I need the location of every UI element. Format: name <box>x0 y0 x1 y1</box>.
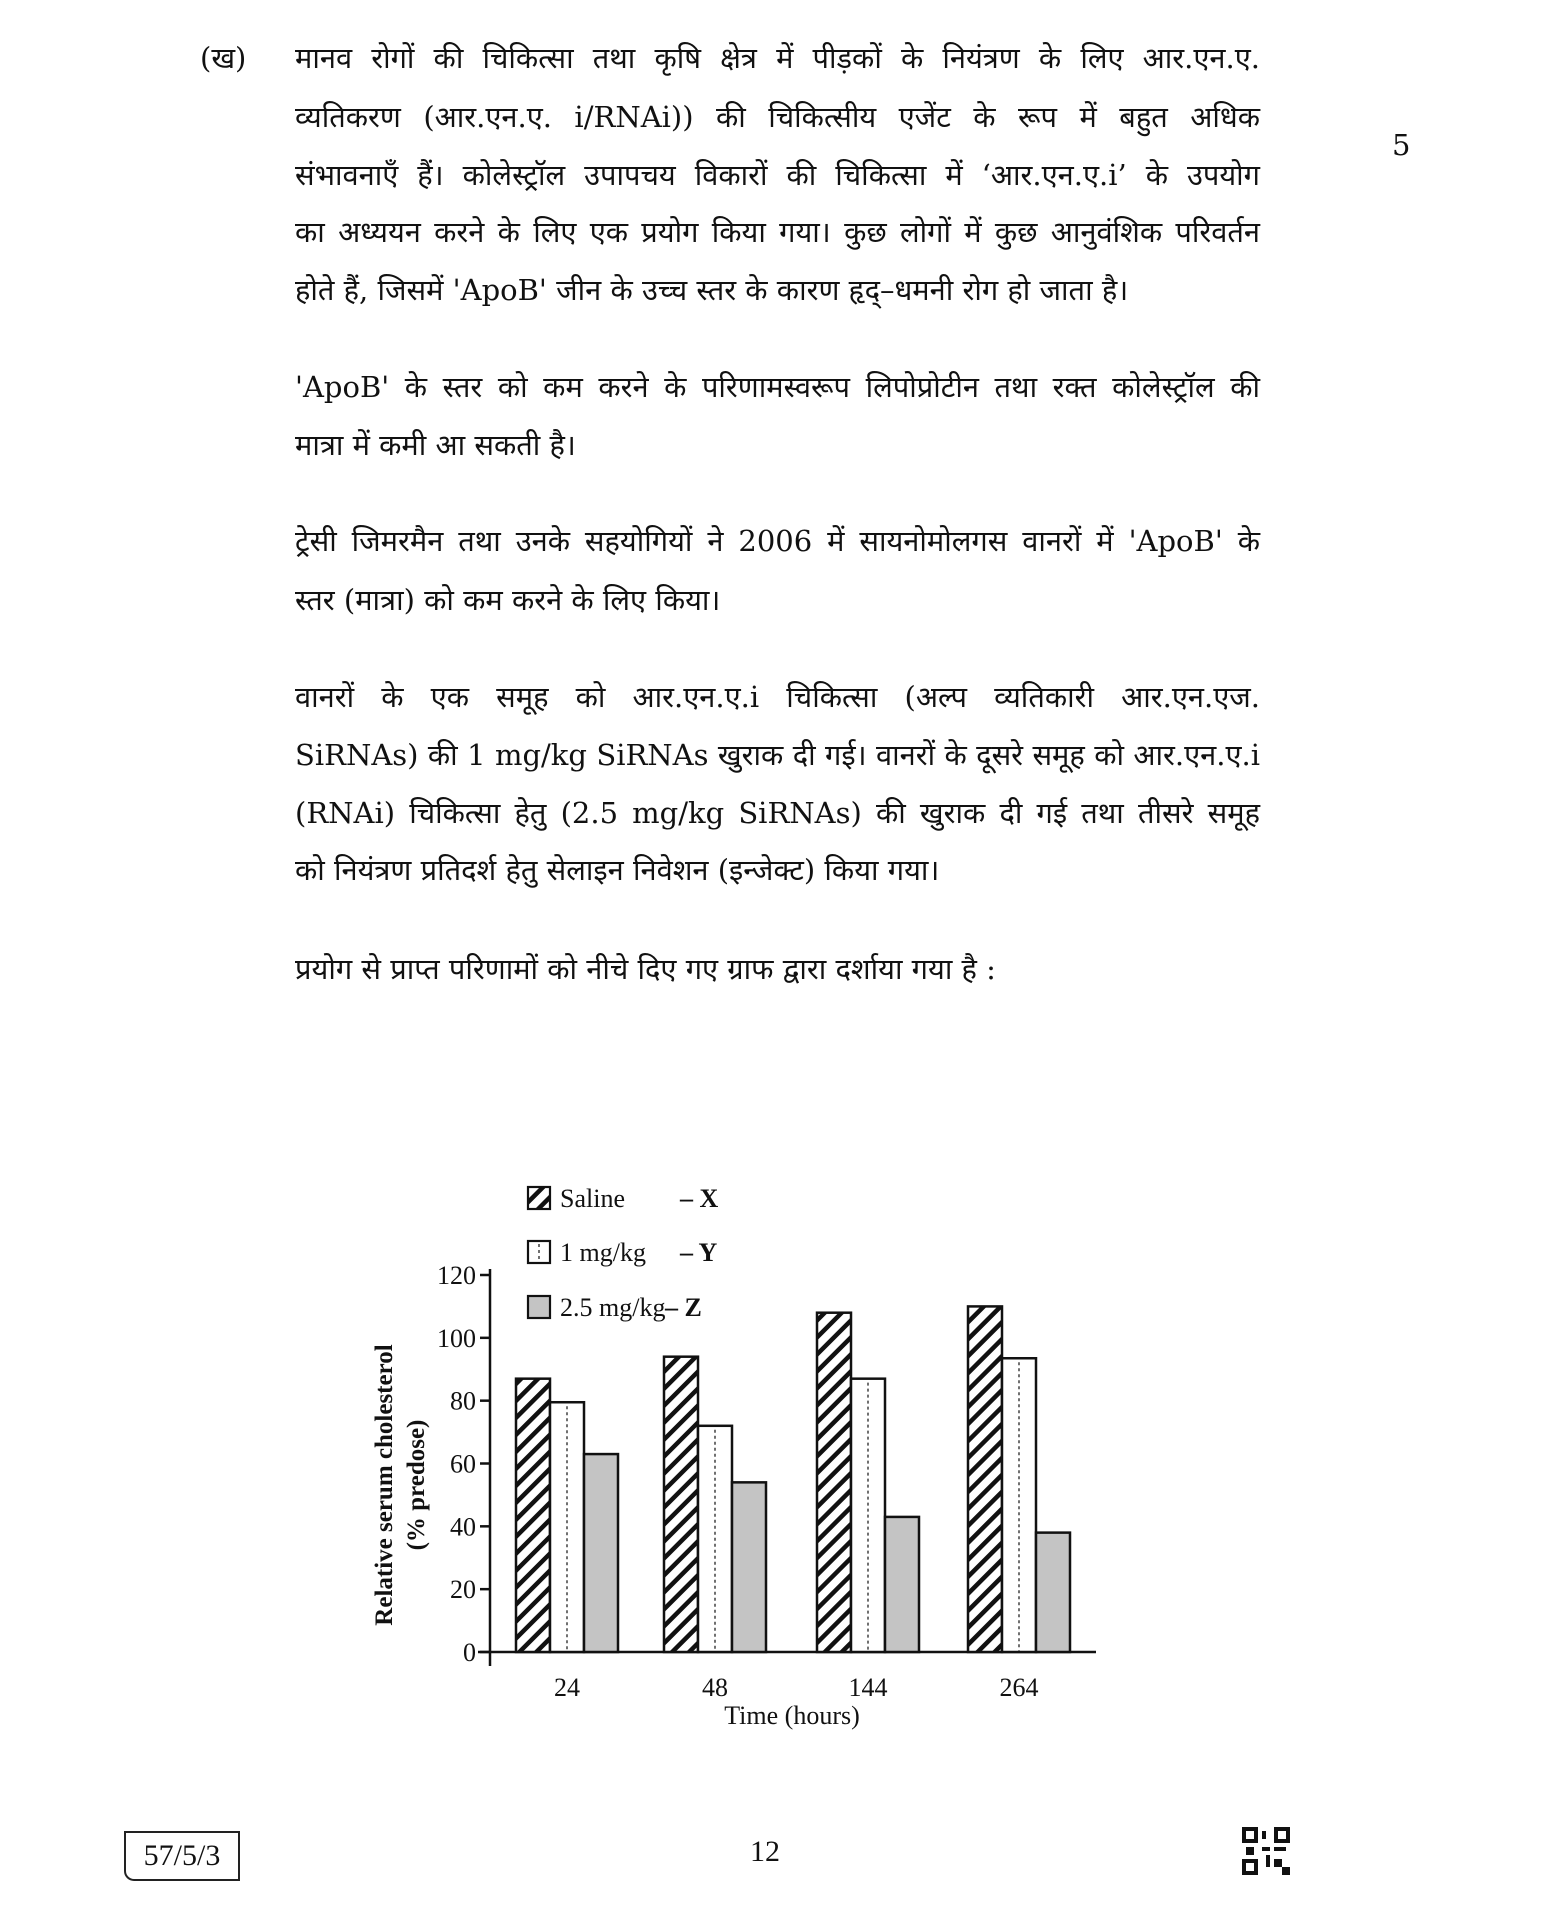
y-tick-label: 80 <box>450 1386 476 1416</box>
y-tick-label: 60 <box>450 1449 476 1479</box>
bar-2-5-mg-kg-24 <box>584 1454 618 1652</box>
bar-2-5-mg-kg-144 <box>885 1517 919 1652</box>
text-line: होते हैं, जिसमें 'ApoB' जीन के उच्च स्तर के कारण हृद्–धमनी रोग हो जाता है। <box>295 273 1129 307</box>
bar-saline-48 <box>664 1357 698 1652</box>
page-number: 12 <box>750 1835 780 1868</box>
text-line: SiRNAs) की 1 mg/kg SiRNAs खुराक दी गई। वानरों के दूसरे समूह को आर.एन.ए.i <box>295 738 1260 772</box>
legend-code: – Y <box>680 1238 718 1267</box>
text-line: व्यतिकरण (आर.एन.ए. i/RNAi)) की चिकित्सीय एजेंट के रूप में बहुत अधिक <box>295 100 1260 134</box>
legend-label: Saline <box>560 1184 625 1213</box>
qr-code-icon <box>1242 1827 1290 1875</box>
legend-swatch <box>528 1187 550 1209</box>
bar-saline-144 <box>817 1313 851 1652</box>
paper-code: 57/5/3 <box>124 1831 240 1881</box>
y-tick-label: 120 <box>437 1261 476 1290</box>
text-line: का अध्ययन करने के लिए एक प्रयोग किया गया। कुछ लोगों में कुछ आनुवंशिक परिवर्तन <box>295 215 1260 249</box>
y-tick-label: 0 <box>463 1638 476 1667</box>
legend-code: – Z <box>665 1293 702 1322</box>
x-tick-label: 264 <box>999 1673 1039 1702</box>
y-tick-label: 100 <box>437 1323 476 1353</box>
text-line: (RNAi) चिकित्सा हेतु (2.5 mg/kg SiRNAs) की खुराक दी गई तथा तीसरे समूह <box>295 796 1260 830</box>
text-line: स्तर (मात्रा) को कम करने के लिए किया। <box>295 583 721 617</box>
text-line: प्रयोग से प्राप्त परिणामों को नीचे दिए गए ग्राफ द्वारा दर्शाया गया है : <box>295 952 996 986</box>
marks: 5 <box>1392 128 1411 162</box>
text-line: मात्रा में कमी आ सकती है। <box>295 428 576 462</box>
y-tick-label: 40 <box>450 1512 476 1542</box>
bar-1-mg-kg-264 <box>1002 1358 1036 1652</box>
bar-saline-24 <box>516 1379 550 1652</box>
text-line: मानव रोगों की चिकित्सा तथा कृषि क्षेत्र में पीड़कों के नियंत्रण के लिए आर.एन.ए. <box>295 41 1260 75</box>
bar-saline-264 <box>968 1306 1002 1652</box>
x-axis-label: Time (hours) <box>724 1701 860 1730</box>
bar-2-5-mg-kg-264 <box>1036 1533 1070 1652</box>
text-line: को नियंत्रण प्रतिदर्श हेतु सेलाइन निवेशन (इन्जेक्ट) किया गया। <box>295 853 940 887</box>
bar-2-5-mg-kg-48 <box>732 1482 766 1652</box>
question-label: (ख) <box>200 41 247 75</box>
x-tick-label: 48 <box>702 1673 728 1702</box>
y-axis-label-unit: (% predose) <box>403 1419 430 1551</box>
text-line: 'ApoB' के स्तर को कम करने के परिणामस्वरूप लिपोप्रोटीन तथा रक्त कोलेस्ट्रॉल की <box>295 370 1260 404</box>
text-line: वानरों के एक समूह को आर.एन.ए.i चिकित्सा (अल्प व्यतिकारी आर.एन.एज. <box>295 680 1260 714</box>
text-line: संभावनाएँ हैं। कोलेस्ट्रॉल उपापचय विकारों की चिकित्सा में ‘आर.एन.ए.i’ के उपयोग <box>295 158 1260 192</box>
y-axis-label: Relative serum cholesterol <box>371 1344 398 1626</box>
text-line: ट्रेसी जिमरमैन तथा उनके सहयोगियों ने 2006 में सायनोमोलगस वानरों में 'ApoB' के <box>295 524 1260 558</box>
legend-label: 1 mg/kg <box>560 1238 646 1267</box>
legend-label: 2.5 mg/kg <box>560 1293 666 1322</box>
legend-swatch <box>528 1296 550 1318</box>
x-tick-label: 144 <box>848 1673 888 1702</box>
legend-code: – X <box>680 1184 719 1213</box>
bar-chart <box>0 1150 1547 1750</box>
y-tick-label: 20 <box>450 1575 476 1605</box>
x-tick-label: 24 <box>554 1673 580 1702</box>
